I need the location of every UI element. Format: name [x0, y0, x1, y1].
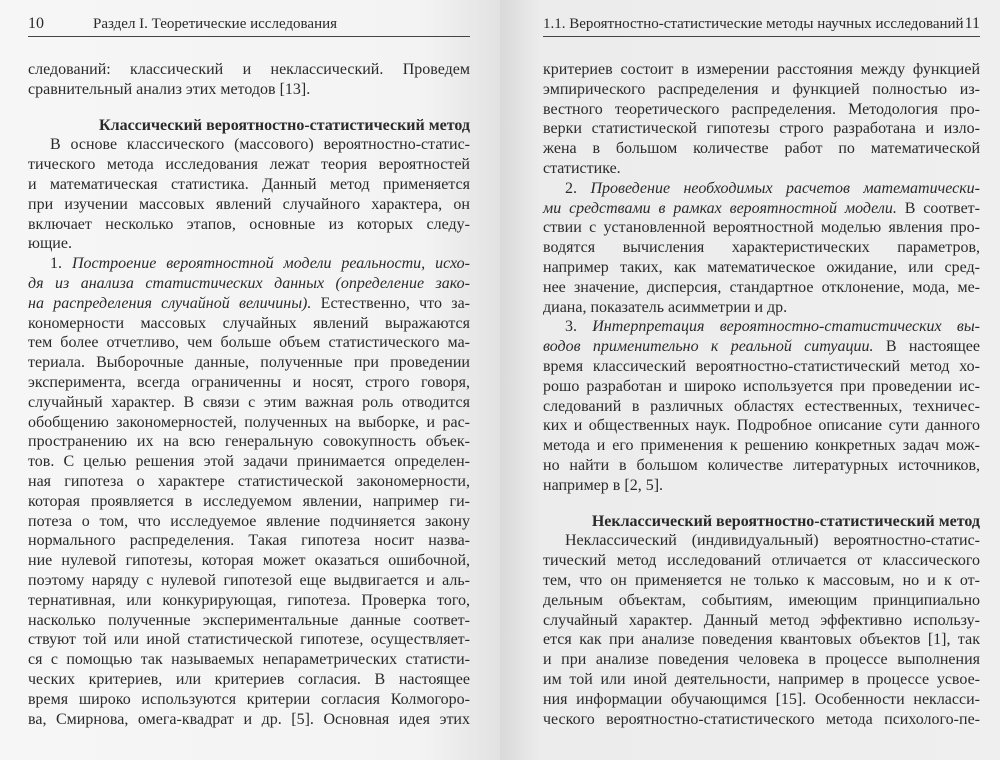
- text-segment: 2.: [565, 179, 591, 197]
- text-segment: ется как при анализе поведения квантовых объектов [1], так: [543, 631, 980, 649]
- text-line: [543, 60, 980, 80]
- text-segment: Естественно, что за-: [311, 294, 470, 312]
- text-segment: тем, что он применяется не только к массовым, но и к от-: [543, 571, 980, 589]
- text-segment: статистике.: [543, 159, 621, 177]
- text-line: [543, 100, 980, 120]
- text-line: [28, 234, 470, 254]
- text-line: [543, 317, 980, 337]
- italic-text: водов применительно к реальной ситуации.: [543, 338, 874, 356]
- text-segment: ва, Смирнова, омега-квадрат и др. [5]. Основная идея этих: [28, 710, 470, 728]
- text-segment: и при анализе поведения человека в процессе выполнения: [543, 651, 980, 669]
- text-segment: включает несколько этапов, основные из которых следу-: [28, 215, 470, 233]
- paragraph: [543, 60, 980, 179]
- text-line: [543, 199, 980, 219]
- paragraph: [543, 179, 980, 318]
- text-line: [28, 60, 470, 80]
- text-segment: метода и его применения к решению конкретных задач мож-: [543, 437, 980, 455]
- right-page: [500, 0, 1000, 760]
- text-segment: диана, показатель асимметрии и др.: [543, 298, 788, 316]
- text-segment: критериев состоит в измерении расстояния между функцией: [543, 61, 980, 78]
- text-segment: верки статистической гипотезы строго разработана и изло-: [543, 120, 980, 138]
- page-header: [543, 12, 980, 37]
- text-segment: при изучении массовых явлений случайного характера, он: [28, 195, 470, 213]
- text-line: [543, 80, 980, 100]
- text-line: [543, 611, 980, 631]
- italic-text: Построение вероятностной модели реальности, исхо-: [71, 255, 471, 273]
- text-line: [543, 416, 980, 436]
- text-segment: насколько полученные экспериментальные данные соответ-: [28, 611, 470, 629]
- text-line: [28, 591, 470, 611]
- text-line: [543, 690, 980, 710]
- text-segment: ная гипотеза о характере статистической закономерности,: [28, 472, 470, 490]
- text-segment: кономерности массовых случайных явлений выражаются: [28, 314, 470, 332]
- text-segment: ческого вероятностно-статистического метода психолого-пе-: [543, 710, 980, 728]
- text-line: [28, 314, 470, 334]
- page-body: [543, 60, 980, 729]
- text-segment: Неклассический (индивидуальный) вероятностно-статис-: [565, 532, 980, 550]
- text-line: [543, 571, 980, 591]
- text-segment: обобщению закономерностей, полученных на выборке, и рас-: [28, 413, 470, 431]
- text-line: [28, 432, 470, 452]
- text-line: [28, 512, 470, 532]
- text-line: [28, 215, 470, 235]
- text-line: [543, 476, 980, 496]
- page-body: [28, 60, 470, 729]
- text-line: [28, 195, 470, 215]
- text-line: [28, 294, 470, 314]
- text-line: [28, 274, 470, 294]
- text-line: [543, 278, 980, 298]
- text-line: [28, 155, 470, 175]
- italic-text: Интерпретация вероятностно-статистических вы-: [592, 318, 980, 336]
- paragraph: [28, 254, 470, 729]
- text-segment: следований в различных областях естественных, техничес-: [543, 397, 980, 415]
- text-line: [543, 397, 980, 417]
- text-line: [543, 710, 980, 730]
- text-line: [543, 436, 980, 456]
- text-segment: ких и общественных наук. Подробное описание сути данного: [543, 417, 980, 435]
- running-head: Раздел I. Теоретические исследования: [93, 16, 338, 32]
- text-line: [543, 650, 980, 670]
- text-segment: рошо разработан и широко используется при проведении ис-: [543, 377, 980, 395]
- text-segment: случайный характер. В связи с этим важная роль отводится: [28, 393, 470, 411]
- text-segment: например таких, как математическое ожидание, или сред-: [543, 258, 980, 276]
- text-line: [28, 333, 470, 353]
- text-line: [543, 159, 980, 179]
- text-line: [543, 337, 980, 357]
- text-segment: время широко используются критерии согласия Колмогоро-: [28, 690, 470, 708]
- text-line: [28, 175, 470, 195]
- text-line: [543, 238, 980, 258]
- text-segment: водятся вычисления характеристических параметров,: [543, 239, 980, 257]
- section-heading: Классический вероятностно-статистический метод: [98, 116, 470, 134]
- text-line: [543, 298, 980, 318]
- text-segment: которая проявляется в исследуемом явлении, например ги-: [28, 492, 470, 510]
- text-segment: ния информации обучающимся [15]. Особенности некласси-: [543, 690, 980, 708]
- text-line: [543, 670, 980, 690]
- text-segment: ние нулевой гипотезы, которая может оказаться ошибочной,: [28, 552, 470, 570]
- text-line: [28, 710, 470, 730]
- text-segment: потеза о том, что исследуемое явление подчиняется закону: [28, 512, 470, 530]
- text-line: [28, 353, 470, 373]
- paragraph: [28, 60, 470, 100]
- text-segment: эмпирического распределения и функцией полностью из-: [543, 80, 980, 98]
- section-heading: Неклассический вероятностно-статистический метод: [591, 512, 980, 530]
- text-segment: тов. С целью решения этой задачи принимается определен-: [28, 453, 470, 471]
- text-segment: нормального распределения. Такая гипотеза носит назва-: [28, 532, 470, 550]
- text-line: [543, 357, 980, 377]
- text-segment: ствии с установленной вероятностной моделью явления про-: [543, 219, 980, 237]
- text-line: [543, 377, 980, 397]
- page-header: [28, 12, 470, 37]
- italic-text: на распределения случайной величины).: [28, 294, 312, 312]
- text-line: [28, 135, 470, 155]
- text-segment: поэтому наряду с нулевой гипотезой еще выдвигается и аль-: [28, 571, 470, 589]
- page-number: 11: [964, 15, 980, 32]
- text-line: [28, 650, 470, 670]
- text-line: [28, 472, 470, 492]
- running-head: 1.1. Вероятностно-статистические методы научных исследований: [543, 16, 964, 32]
- text-line: [28, 531, 470, 551]
- text-segment: 1.: [50, 255, 72, 273]
- text-segment: эксперимента, всегда ограниченны и носят, строго говоря,: [28, 373, 470, 391]
- text-segment: нее значение, дисперсия, стандартное отклонение, мода, ме-: [543, 278, 980, 296]
- text-segment: териала. Выборочные данные, полученные при проведении: [28, 354, 470, 372]
- text-line: [543, 218, 980, 238]
- text-segment: В соответ-: [896, 199, 981, 217]
- text-segment: и математическая статистика. Данный метод применяется: [28, 175, 470, 193]
- text-line: [543, 119, 980, 139]
- italic-text: Проведение необходимых расчетов математически-: [590, 179, 981, 197]
- text-line: [28, 80, 470, 100]
- text-line: [543, 258, 980, 278]
- text-line: [543, 139, 980, 159]
- text-line: [543, 179, 980, 199]
- text-line: [28, 254, 470, 274]
- text-segment: ся с помощью так называемых непараметрических статисти-: [28, 651, 470, 669]
- text-segment: дельным объектам, событиям, имеющим принципиально: [543, 591, 980, 609]
- text-segment: 3.: [565, 318, 593, 336]
- text-line: [28, 690, 470, 710]
- italic-text: дя из анализа статистических данных (определение зако-: [28, 274, 470, 292]
- text-line: [543, 551, 980, 571]
- text-segment: В основе классического (массового) вероятностно-статис-: [50, 136, 470, 154]
- text-line: [543, 531, 980, 551]
- text-segment: вестного теоретического распределения. Методология про-: [543, 100, 980, 118]
- text-segment: жена в большом количестве работ по математической: [543, 140, 980, 158]
- text-line: [28, 492, 470, 512]
- text-segment: пространению их на всю генеральную совокупность объек-: [28, 433, 470, 451]
- text-segment: В настоящее: [873, 338, 980, 356]
- text-line: [28, 452, 470, 472]
- text-segment: ющие.: [28, 235, 72, 253]
- text-line: [28, 373, 470, 393]
- italic-text: ми средствами в рамках вероятностной модели.: [543, 199, 897, 217]
- text-segment: сравнительный анализ этих методов [13].: [28, 80, 311, 98]
- text-line: [28, 670, 470, 690]
- text-line: [28, 571, 470, 591]
- text-segment: время классический вероятностно-статистический метод хо-: [543, 357, 980, 375]
- text-segment: тем более отчетливо, чем больше объем статистического ма-: [28, 334, 470, 352]
- text-segment: тический метод исследований отличается от классического: [543, 552, 980, 570]
- paragraph: [28, 135, 470, 254]
- text-line: [543, 591, 980, 611]
- text-line: [28, 413, 470, 433]
- text-segment: тического метода исследования лежат теория вероятностей: [28, 156, 470, 174]
- text-segment: например в [2, 5].: [543, 476, 664, 494]
- text-line: [543, 630, 980, 650]
- paragraph: [543, 531, 980, 729]
- paragraph: [543, 317, 980, 495]
- text-line: [543, 456, 980, 476]
- text-segment: ствуют той или иной статистической гипотезе, осуществляет-: [28, 631, 470, 649]
- text-segment: следований: классический и неклассический. Проведем: [28, 61, 470, 78]
- text-segment: но найти в большом количестве литературных источников,: [543, 456, 980, 474]
- text-segment: ческих критериев, или критериев согласия. В настоящее: [28, 670, 470, 688]
- text-segment: им той или иной деятельности, например в процессе усвое-: [543, 670, 980, 688]
- text-line: [28, 551, 470, 571]
- page-number: 10: [28, 15, 44, 32]
- text-line: [28, 630, 470, 650]
- text-segment: тернативная, или конкурирующая, гипотеза. Проверка того,: [28, 591, 470, 609]
- text-line: [28, 393, 470, 413]
- text-segment: случайный характер. Данный метод эффективно использу-: [543, 611, 980, 629]
- text-line: [28, 611, 470, 631]
